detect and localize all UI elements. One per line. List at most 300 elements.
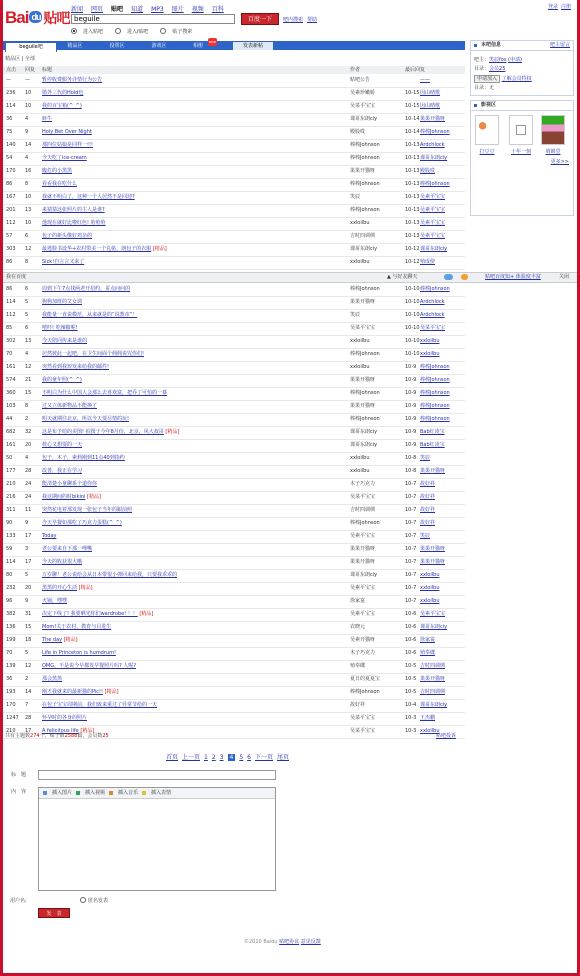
last-replier[interactable]: 棒棒Johnson <box>420 416 450 422</box>
thread-title-link[interactable]: Life in Princeton is humdrum! <box>42 650 116 656</box>
jingpin-badge[interactable]: [精品] <box>103 689 119 695</box>
author[interactable]: 棒棒Johnson <box>350 416 380 422</box>
author[interactable]: 果果开猫呀 <box>350 377 376 383</box>
last-replier[interactable]: Ardchlock <box>420 142 445 148</box>
last-reply-time: 10-13 <box>405 194 420 200</box>
join-button[interactable]: 申请加入 <box>474 75 500 83</box>
last-reply-time: 10-7 <box>405 546 417 552</box>
thread-title-cell <box>42 322 347 335</box>
last-reply-time: 10-14 <box>405 116 420 122</box>
thread-title-link[interactable]: 突然看到我短发来给我的邮件! <box>42 364 110 370</box>
last-replier[interactable]: 吴素平宝宝 <box>420 207 446 213</box>
last-replier[interactable]: 棒棒Johnson <box>420 403 450 409</box>
thread-title-link[interactable]: 狗狗加班的艾女调 <box>42 299 83 305</box>
last-replier[interactable]: 故好祥 <box>420 494 436 500</box>
table-row <box>3 556 465 570</box>
jingpin-badge[interactable]: [精品] <box>137 611 154 617</box>
search-link[interactable]: 吧内搜索 <box>283 17 304 23</box>
author[interactable]: 故好祥 <box>350 702 366 708</box>
author[interactable]: 吴素珍嫩娇 <box>350 90 376 96</box>
thread-title-link[interactable]: Today <box>42 533 57 539</box>
jingpin-label: 精品 <box>154 246 165 252</box>
tab-5[interactable] <box>233 42 273 50</box>
owner-apply-link[interactable]: (申请) <box>508 57 522 63</box>
table-row <box>3 113 465 127</box>
radio-circle[interactable] <box>160 28 166 34</box>
author[interactable]: 吴素平宝宝 <box>350 585 376 591</box>
thread-title-link[interactable]: 老公要来自下那一哩嘴 <box>42 546 93 552</box>
thread-title-link[interactable]: Mom!关于农村，教育与目进生 <box>42 624 112 630</box>
click-count: 574 <box>6 377 16 383</box>
radio-circle[interactable] <box>71 28 77 34</box>
toolbar-label: 插入音乐 <box>118 790 139 796</box>
thread-title-link[interactable]: 周到下午7点找两老开招约，哥点问问的 <box>42 286 131 292</box>
table-row <box>3 582 465 596</box>
author[interactable]: xxloilbu <box>350 338 370 344</box>
author[interactable]: 棒棒Johnson <box>350 351 380 357</box>
toolbar-button[interactable] <box>109 790 138 796</box>
post-title-input[interactable] <box>38 770 276 780</box>
thread-title-cell <box>42 113 347 126</box>
post-title-label: 标 题 <box>11 772 27 778</box>
click-count: 112 <box>6 312 16 318</box>
hi-bar-close[interactable]: 关闭 <box>559 274 570 280</box>
thread-title-link[interactable]: 过又立体新物品不能换了 <box>42 403 98 409</box>
reply-count: 10 <box>25 194 32 200</box>
thread-title-link[interactable]: 我能量一直说模范，从来就是的“说教帝”！ <box>42 312 138 318</box>
author[interactable]: 木子巧克力 <box>350 650 376 656</box>
author[interactable]: 吉时四调绸 <box>350 507 376 513</box>
click-count: 360 <box>6 390 16 396</box>
last-replier[interactable]: Ardchlock <box>420 312 445 318</box>
author[interactable]: 棒棒Johnson <box>350 689 380 695</box>
last-replier[interactable]: 吉时四调绸 <box>420 663 446 669</box>
page-link[interactable]: 2 <box>211 754 216 761</box>
top-right-link[interactable]: 注册 <box>560 4 571 10</box>
thread-title-cell <box>42 608 347 621</box>
insert-emoticon-icon <box>142 791 146 795</box>
author[interactable]: 果果开猫呀 <box>350 403 376 409</box>
click-count: 114 <box>6 299 16 305</box>
thread-title-cell <box>42 256 347 269</box>
post-content-label: 内 容 <box>11 789 27 795</box>
reply-count: 28 <box>25 715 32 721</box>
author[interactable]: 徐家宴 <box>350 598 366 604</box>
toolbar-button[interactable] <box>43 790 72 796</box>
author[interactable]: xxloilbu <box>350 364 370 370</box>
tab-label: 发表新帖 <box>242 43 263 49</box>
last-reply-time: 10-7 <box>405 507 417 513</box>
owner-link[interactable]: 笑辰fos <box>489 57 507 63</box>
jingpin-badge[interactable]: [精品] <box>151 246 167 252</box>
search-button[interactable]: 百度一下 <box>241 13 279 25</box>
baidu-tieba-logo[interactable] <box>5 8 69 28</box>
jingpin-badge[interactable]: [精品] <box>85 494 101 500</box>
submit-post-button[interactable]: 发 表 <box>38 908 70 918</box>
tab-4[interactable] <box>183 40 216 50</box>
hi-bar-chat[interactable]: ▲ 与好友聊天 <box>387 274 418 280</box>
last-replier[interactable]: 课哥东朗ciy <box>420 155 448 161</box>
last-replier[interactable]: xxloilbu <box>420 728 440 734</box>
author[interactable]: 吴素开猫呀 <box>350 637 376 643</box>
page-link[interactable]: 5 <box>239 754 244 761</box>
thread-title-link[interactable]: OMG，不是说今早都发早餐照片吗? 人呢? <box>42 663 137 669</box>
tab-2[interactable] <box>103 42 131 50</box>
toolbar-button[interactable] <box>76 790 105 796</box>
page-link[interactable]: 尾页 <box>277 754 290 761</box>
table-row <box>3 74 465 88</box>
table-row <box>3 256 465 270</box>
last-reply-time: 10-7 <box>405 520 417 526</box>
last-replier[interactable]: 故好祥 <box>420 520 436 526</box>
last-replier[interactable]: Ardchlock <box>420 299 445 305</box>
anonymous-radio[interactable] <box>80 897 86 903</box>
author[interactable]: 殿股哎 <box>350 129 366 135</box>
author[interactable]: 棒棒Johnson <box>350 207 380 213</box>
last-replier[interactable]: 故好祥 <box>420 481 436 487</box>
click-count: 210 <box>6 481 16 487</box>
last-reply-time: 10-9 <box>405 390 417 396</box>
click-count: 199 <box>6 637 16 643</box>
forum-tabs <box>3 41 465 50</box>
search-input[interactable] <box>71 14 235 24</box>
thumbnail-icon-2[interactable] <box>509 115 533 145</box>
forum-info-heading <box>471 41 573 51</box>
top-nav-item[interactable]: 网页 <box>91 6 104 13</box>
last-replier[interactable]: xxloilbu <box>420 351 440 357</box>
author[interactable]: 殖奉碟 <box>350 663 366 669</box>
page-link[interactable]: 6 <box>247 754 251 761</box>
tab-1[interactable] <box>61 42 89 50</box>
members-link[interactable]: 会员25 <box>489 66 506 72</box>
table-row <box>3 413 465 427</box>
author[interactable]: 笑辰 <box>350 312 361 318</box>
author[interactable]: 棒棒Johnson <box>350 155 380 161</box>
author[interactable]: 课哥东朗ciy <box>350 442 378 448</box>
page-link[interactable]: 4 <box>229 754 234 761</box>
last-replier[interactable]: xxloilbu <box>420 598 440 604</box>
reply-count: 4 <box>25 455 29 461</box>
last-reply-time: 10-7 <box>405 598 417 604</box>
last-replier[interactable]: 笑辰 <box>420 533 431 539</box>
last-replier[interactable]: 棒棒Johnson <box>420 286 450 292</box>
author[interactable]: 果果开猫呀 <box>350 546 376 552</box>
click-count: 193 <box>6 689 16 695</box>
thread-table-header <box>3 66 465 74</box>
last-replier[interactable]: 果果开猫呀 <box>420 468 446 474</box>
header-click: 点击 <box>6 67 17 73</box>
last-replier[interactable]: 因山晴歌 <box>420 103 441 109</box>
last-replier[interactable]: 吴素平宝宝 <box>420 233 446 239</box>
member-privilege-link[interactable]: 了解会员特权 <box>501 76 532 82</box>
page-link[interactable]: 下一页 <box>255 754 274 761</box>
page-link[interactable]: 3 <box>219 754 224 761</box>
reply-count: 8 <box>25 259 29 265</box>
thread-title-link[interactable]: 婚外三代的Hold也 <box>42 90 84 96</box>
footer-link-feedback[interactable]: 意见反馈 <box>300 939 321 945</box>
author[interactable]: 农晓元 <box>350 624 366 630</box>
top-nav-item[interactable]: 知道 <box>131 6 144 13</box>
hi-status-icon[interactable] <box>461 274 468 280</box>
top-nav-item[interactable]: 贴吧 <box>111 6 124 13</box>
last-reply-time: 10-9 <box>405 403 417 409</box>
album-more-link[interactable]: 更多>> <box>550 159 569 165</box>
thread-title-link[interactable]: 那四位姑娘是同样一!!! <box>42 142 94 148</box>
last-replier[interactable]: 果果开猫呀 <box>420 546 446 552</box>
author[interactable]: 课哥东朗ciy <box>350 572 378 578</box>
click-count: 44 <box>6 416 13 422</box>
last-reply-time: 10-9 <box>405 364 417 370</box>
thread-title-link[interactable]: 我这期间的时bikini <box>42 494 86 500</box>
toolbar-button[interactable] <box>142 790 171 796</box>
author[interactable]: 棒棒Johnson <box>350 181 380 187</box>
author[interactable]: 棒棒Johnson <box>350 390 380 396</box>
click-count: 80 <box>6 572 13 578</box>
reply-count: 10 <box>25 90 32 96</box>
logo-bai: Bai <box>5 8 29 27</box>
table-row <box>3 595 465 609</box>
top-nav-item[interactable]: MP3 <box>151 6 164 13</box>
author[interactable]: 吴菜平宝宝 <box>350 715 376 721</box>
thread-title-link[interactable]: 这是布予给的美图! 拍摄于今年8月份，北京，风大叔哥 <box>42 429 164 435</box>
thread-title-link[interactable]: A felicitous life <box>42 728 79 734</box>
thread-title-link[interactable]: 在包子宝宝周期前，我们致来重过了异常节给的一天 <box>42 702 158 708</box>
last-replier[interactable]: 殖成傍 <box>420 259 436 265</box>
author[interactable]: 吴菜平宝宝 <box>350 494 376 500</box>
forum-stats <box>5 732 109 739</box>
thread-title-cell <box>42 699 347 712</box>
page-link[interactable]: 首页 <box>166 754 179 761</box>
thread-title-link[interactable]: 决定下线了! 我要晒光你们wardrobe! ！！ <box>42 611 138 617</box>
jingpin-badge[interactable]: [精品] <box>78 728 95 734</box>
thread-title-link[interactable]: The day <box>42 637 63 643</box>
thread-title-link[interactable]: 今天吃了ice-cream <box>42 155 87 161</box>
search-mode-option[interactable] <box>160 29 198 35</box>
author[interactable]: 棒棒Johnson <box>350 286 380 292</box>
last-replier[interactable]: xxloilbu <box>420 338 440 344</box>
last-replier[interactable]: 课哥东朗ciy <box>420 702 448 708</box>
author[interactable]: 贴吧公告 <box>350 77 371 83</box>
jingpin-badge[interactable]: [精品] <box>62 637 78 643</box>
thread-title-link[interactable]: 包子的新头像好鸡杂的 <box>42 233 93 239</box>
login-links <box>545 3 571 10</box>
reply-count: 21 <box>25 377 32 383</box>
anonymous-option[interactable] <box>80 897 108 904</box>
thread-title-link[interactable]: 我就不明白了，这种一个人居然不是回迎? <box>42 194 135 200</box>
thread-title-cell <box>42 191 347 204</box>
jingpin-badge[interactable]: [精品] <box>77 585 93 591</box>
hi-chat-icon[interactable] <box>444 274 453 280</box>
top-nav-item[interactable]: 视频 <box>191 6 204 13</box>
footer <box>244 938 321 945</box>
author[interactable]: 吉时四调绸 <box>350 233 376 239</box>
thread-title-link[interactable]: 虾牛 <box>42 116 53 122</box>
author[interactable]: 果果开猫呀 <box>350 168 376 174</box>
thread-title-link[interactable]: 我的百宝箱(^_^) <box>42 103 82 109</box>
search-mode-option[interactable] <box>115 29 154 35</box>
thumbnail-label-2[interactable]: 十年一刻 <box>510 149 531 155</box>
last-replier[interactable]: 笑辰 <box>420 455 431 461</box>
author[interactable]: xxloilbu <box>350 455 370 461</box>
table-row <box>3 374 465 388</box>
click-count: 50 <box>6 455 13 461</box>
last-replier[interactable]: 殿股哎 <box>420 168 436 174</box>
reply-count: 9 <box>25 598 29 604</box>
last-reply-time: 10-13 <box>405 207 420 213</box>
last-replier[interactable]: 棒棒Johnson <box>420 390 450 396</box>
thread-title-link[interactable]: 来猜猜这张照片的主人是谁? <box>42 207 105 213</box>
last-replier[interactable]: xxloilbu <box>420 572 440 578</box>
last-reply-time: 10-5 <box>405 676 417 682</box>
reply-count: 6 <box>25 325 29 331</box>
reply-count: 12 <box>25 246 32 252</box>
last-reply-time: 10-7 <box>405 572 417 578</box>
last-replier[interactable]: 果果开猫呀 <box>420 116 446 122</box>
author[interactable]: 课哥东朗ciy <box>350 429 378 435</box>
click-count: — <box>6 77 11 83</box>
author[interactable]: 吴菜平宝宝 <box>350 103 376 109</box>
thread-title-link[interactable]: 嘻吓! 吃辣椒呢! <box>42 325 78 331</box>
author[interactable]: 果果开猫呀 <box>350 559 376 565</box>
thread-title-link[interactable]: 臨危的小黑黑 <box>42 168 73 174</box>
thread-title-link[interactable]: 枕心又想要的一天 <box>42 442 83 448</box>
author[interactable]: 棒棒Johnson <box>350 142 380 148</box>
thread-title-link[interactable]: 能清楚小童聊系个道你你 <box>42 481 98 487</box>
last-replier[interactable]: 果果开猫呀 <box>420 676 446 682</box>
author[interactable]: 吴素平宝宝 <box>350 533 376 539</box>
thumbnail-icon-3[interactable] <box>541 115 565 145</box>
author[interactable]: 果果开猫呀 <box>350 299 376 305</box>
thread-title-link[interactable]: 今天早餐如那吃了巧克力蛋糕(^_^) <box>42 520 122 526</box>
last-replier[interactable]: 徐家宴 <box>420 637 436 643</box>
last-replier[interactable]: 王杰鹏 <box>420 715 436 721</box>
last-replier[interactable]: 棒棒Johnson <box>420 181 450 187</box>
top-nav-item[interactable]: 百科 <box>211 6 224 13</box>
author[interactable]: 笑辰 <box>350 194 361 200</box>
last-replier[interactable]: 棒棒Johnson <box>420 364 450 370</box>
author[interactable]: 吴素平宝宝 <box>350 611 376 617</box>
last-replier[interactable]: 吉时四调绸 <box>420 689 446 695</box>
thread-title-link[interactable]: 万岁聊！老公说给会从日本带很小弹回来给我，只要我乖乖的 <box>42 572 178 578</box>
thread-title-link[interactable]: Holy Bet Over Night <box>42 129 92 135</box>
last-replier[interactable]: 棒棒Johnson <box>420 377 450 383</box>
thread-title-link[interactable]: 明天就期往北京，所以今天要尽情的玩! <box>42 416 130 422</box>
thread-title-link[interactable]: 今天陪同传来是谁的 <box>42 338 88 344</box>
radio-label: 贴子搜索 <box>172 29 193 35</box>
last-replier[interactable]: 果果开猫呀 <box>420 559 446 565</box>
author[interactable]: 棒棒Johnson <box>350 520 380 526</box>
top-nav <box>71 4 232 13</box>
last-replier[interactable]: Bab红凌宝 <box>420 429 445 435</box>
page-link[interactable]: 1 <box>204 754 208 761</box>
last-replier[interactable]: 吴素平宝宝 <box>420 611 446 617</box>
jingpin-badge[interactable]: [精品] <box>163 429 180 435</box>
stats-mid2: 篇，会员数 <box>77 733 103 739</box>
author[interactable]: 木子巧克力 <box>350 481 376 487</box>
author[interactable]: xxloilbu <box>350 259 370 265</box>
thread-title-link[interactable]: 黑黑的开心生活 <box>42 585 78 591</box>
thumbnail-icon-1[interactable] <box>475 115 499 145</box>
footer-link-agreement[interactable]: 贴吧协议 <box>279 939 300 945</box>
author[interactable]: 吴菜平宝宝 <box>350 325 376 331</box>
post-content-editor[interactable] <box>38 787 276 891</box>
last-replier[interactable]: xxloilbu <box>420 585 440 591</box>
thread-title-link[interactable]: 暂停收费服务详情行为公告 <box>42 77 103 83</box>
author[interactable]: 课哥东朗ciy <box>350 246 378 252</box>
last-replier[interactable]: 吴素平宝宝 <box>420 194 446 200</box>
top-nav-item[interactable]: 新闻 <box>71 6 84 13</box>
thread-title-link[interactable]: 突然花电着那发现一张包子当年的跟前照 <box>42 507 133 513</box>
hi-bar-links[interactable]: 贴吧百度知+ 体验度丰富 <box>485 274 541 280</box>
last-replier[interactable]: 吴素平宝宝 <box>420 220 446 226</box>
thread-title-link[interactable]: Sick!自言言又来了 <box>42 259 85 265</box>
complaint-link[interactable]: 贴吧投诉 <box>436 733 457 739</box>
thread-title-link[interactable]: 怀孕时的各身的照片 <box>42 715 88 721</box>
thumbnail-label-3[interactable]: 填锦堂 <box>545 149 561 155</box>
thread-title-cell <box>42 647 347 660</box>
thread-title-link[interactable]: 居然彼此一起吧，在卫生间面个佣佣说咒你们! <box>42 351 145 357</box>
last-reply-time: 10-5 <box>405 689 417 695</box>
pagination <box>166 752 293 761</box>
thread-title-cell <box>42 204 347 217</box>
last-replier[interactable]: Bab红凌宝 <box>420 442 445 448</box>
author[interactable]: xxloilbu <box>350 468 370 474</box>
forum-owner-message-link[interactable]: 吧主留言 <box>549 42 570 48</box>
thumbnail-label-1[interactable]: 打豆豆 <box>479 149 495 155</box>
thread-title-link[interactable]: 刚才我就来的最新猫的Pic!! <box>42 689 104 695</box>
author[interactable]: 夏日的夏夏宝 <box>350 676 381 682</box>
author[interactable]: 吴菜平宝宝 <box>350 728 376 734</box>
thread-title-link[interactable]: 我的童年照(^_^) <box>42 377 82 383</box>
last-replier[interactable]: —— <box>420 77 430 83</box>
thread-title-link[interactable]: 他现在就好比啦红色! 哈哈哈 <box>42 220 106 226</box>
table-row <box>3 178 465 192</box>
click-count: 112 <box>6 220 16 226</box>
thread-title-link[interactable]: 今天的收获很大哦 <box>42 559 83 565</box>
thread-title-link[interactable]: 那会黑黑 <box>42 676 63 682</box>
tab-3[interactable] <box>145 42 173 50</box>
last-reply-time: 10-12 <box>405 246 420 252</box>
thread-title-link[interactable]: 看看我在吃什么 <box>42 181 78 187</box>
thread-title-link[interactable]: 火锅，嘿嘿 <box>42 598 68 604</box>
thread-title-link[interactable]: 改善，我正在学习 <box>42 468 83 474</box>
author[interactable]: 课哥东朗ciy <box>350 116 378 122</box>
last-replier[interactable]: 棒棒Johnson <box>420 129 450 135</box>
radio-circle[interactable] <box>115 28 121 34</box>
page-link[interactable]: 上一页 <box>182 754 201 761</box>
last-replier[interactable]: 课哥东朗ciy <box>420 624 448 630</box>
tab-0[interactable] <box>5 42 57 52</box>
table-row <box>3 230 465 244</box>
search-link[interactable]: 帮助 <box>307 17 318 23</box>
click-count: 36 <box>6 116 13 122</box>
search-mode-option[interactable] <box>71 29 109 35</box>
top-right-link[interactable]: 登录 <box>547 4 558 10</box>
stats-posts: 2588 <box>64 733 78 739</box>
last-replier[interactable]: 课哥东朗ciy <box>420 246 448 252</box>
last-replier[interactable]: 吴菜平宝宝 <box>420 325 446 331</box>
thread-title-link[interactable]: 包子，木子，素莉刚到11点40到指约 <box>42 455 125 461</box>
hi-bar-left[interactable]: 我在百度 <box>6 274 27 280</box>
top-nav-item[interactable]: 图片 <box>171 6 184 13</box>
last-replier[interactable]: 因山晴歌 <box>420 90 441 96</box>
last-replier[interactable]: 故好祥 <box>420 507 436 513</box>
username-label: 用户名: <box>10 898 27 904</box>
thread-title-link[interactable]: 最逃脸书设华+农村带美一个礼帖，朗包子的衣服 <box>42 246 152 252</box>
author[interactable]: xxloilbu <box>350 220 370 226</box>
last-replier[interactable]: 殖奉碟 <box>420 650 436 656</box>
thread-title-link[interactable]: 不明白为什么中国人会那么去喜欢富，把乔了可怕的一幕 <box>42 390 168 396</box>
